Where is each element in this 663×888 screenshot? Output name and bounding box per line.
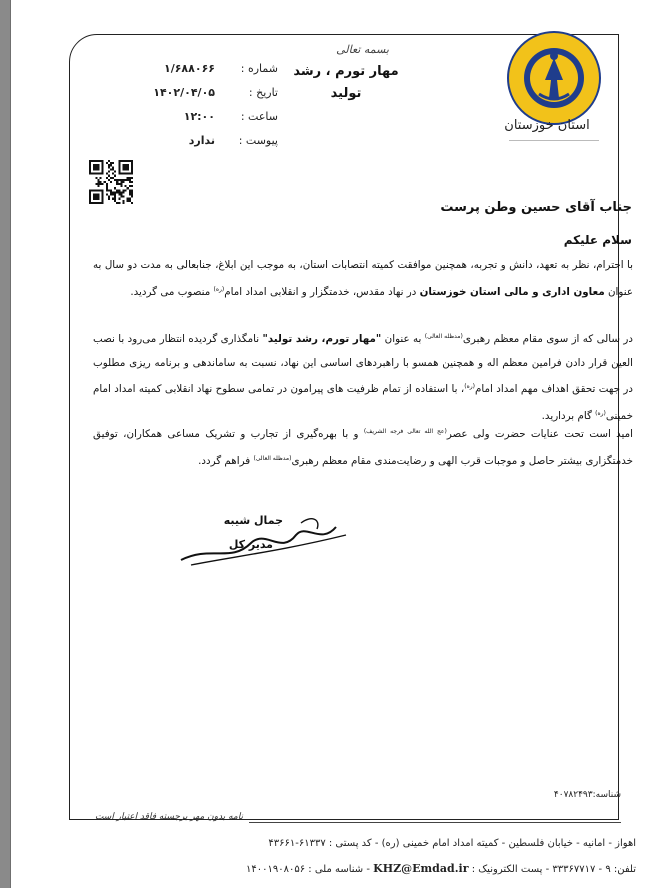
addressee: جناب آقای حسین وطن پرست (440, 200, 632, 215)
paragraph-expectations: در سالی که از سوی مقام معظم رهبری$^{(مدظله العالی)}$ به عنوان "مهار تورم، رشد تولید" نامگذاری گردیده انتظار می‌رود با نصب العین قرار دادن فرامین معظم اله و همچنین همسو با راهبردهای اساسی این نهاد، نسبت به ساماندهی و برنامه ریزی مطلوب در جهت تحقق اهداف مهم امداد امام$^{(ره)}$، با استفاده از تمام ظرفیت های پیرامون در تمامی سطوح نهاد انقلابی کمیته امداد امام خمینی$^{(ره)}$ گام بردارید. (93, 333, 633, 422)
footer-contact (51, 862, 636, 875)
footer-phone: تلفن: ۹ - ۳۳۳۶۷۷۱۷ (552, 864, 636, 875)
attachment-label: پیوست : (238, 134, 278, 147)
time-label: ساعت : (240, 110, 278, 123)
time-value: ۱۲:۰۰ (183, 110, 215, 123)
year-slogan-line1: مهار تورم ، رشد (293, 64, 399, 79)
basmala (329, 38, 389, 56)
date-value: ۱۴۰۲/۰۴/۰۵ (153, 86, 215, 99)
embossed-seal-notice: نامه بدون مهر برجسته فاقد اعتبار است (94, 812, 244, 822)
paragraph-closing: امید است تحت عنایات حضرت ولی عصر$^{(عج الله تعالی فرجه الشریف)}$ و با بهره‌گیری از تجارب و تشریک مساعی همکاران، توفیق خدمتگزاری بیشتر حاصل و موجبات قرب الهی و رضایت‌مندی مقام معظم رهبری$^{(مدظله العالی)}$ فراهم گردد. (93, 428, 634, 467)
emdad-logo (499, 28, 609, 130)
footer-email-label: - پست الکترونیک : (471, 864, 550, 875)
year-slogan-quote: "مهار تورم، رشد تولید" (262, 333, 382, 345)
letter-page (10, 0, 663, 888)
appointed-position: معاون اداری و مالی استان خوزستان (419, 285, 605, 298)
number-label: شماره : (240, 62, 278, 75)
date-label: تاریخ : (248, 86, 278, 99)
signer-title: مدیر کل (228, 538, 273, 551)
attachment-value: ندارد (188, 134, 215, 147)
logo-caption: استان خوزستان (504, 118, 590, 133)
signer-name: جمال شیبه (223, 514, 283, 527)
tracking-id: شناسه:۴۰۷۸۲۴۹۳ (553, 790, 621, 800)
footer-email[interactable]: KHZ@Emdad.ir (373, 862, 469, 875)
paragraph-appointment: با احترام، نظر به تعهد، دانش و تجربه، همچنین موافقت کمیته انتصابات استان، به موجب این ابلاغ، جنابعالی به مدت دو سال به عنوان معاون اداری و مالی استان خوزستان در نهاد مقدس، خدمتگزار و انقلابی امداد امام$^{(ره)}$ منصوب می گردید. (93, 259, 633, 298)
footer-national-id: - شناسه ملی : ۱۴۰۰۱۹۰۸۰۵۶ (246, 864, 370, 875)
basmala-text: بسمه تعالی (336, 43, 389, 56)
year-slogan-line2: تولید (330, 86, 362, 101)
greeting: سلام علیکم (563, 233, 632, 247)
qr-code (89, 160, 133, 204)
caption-divider (509, 140, 599, 141)
footer-divider (249, 822, 621, 823)
number-value: ۱/۶۸۸۰۶۶ (163, 62, 215, 75)
footer-address: اهواز - امانیه - خیابان فلسطین - کمیته امداد امام خمینی (ره) - کد پستی : ۶۱۳۳۷-۴۳۶۶۱ (268, 838, 636, 849)
